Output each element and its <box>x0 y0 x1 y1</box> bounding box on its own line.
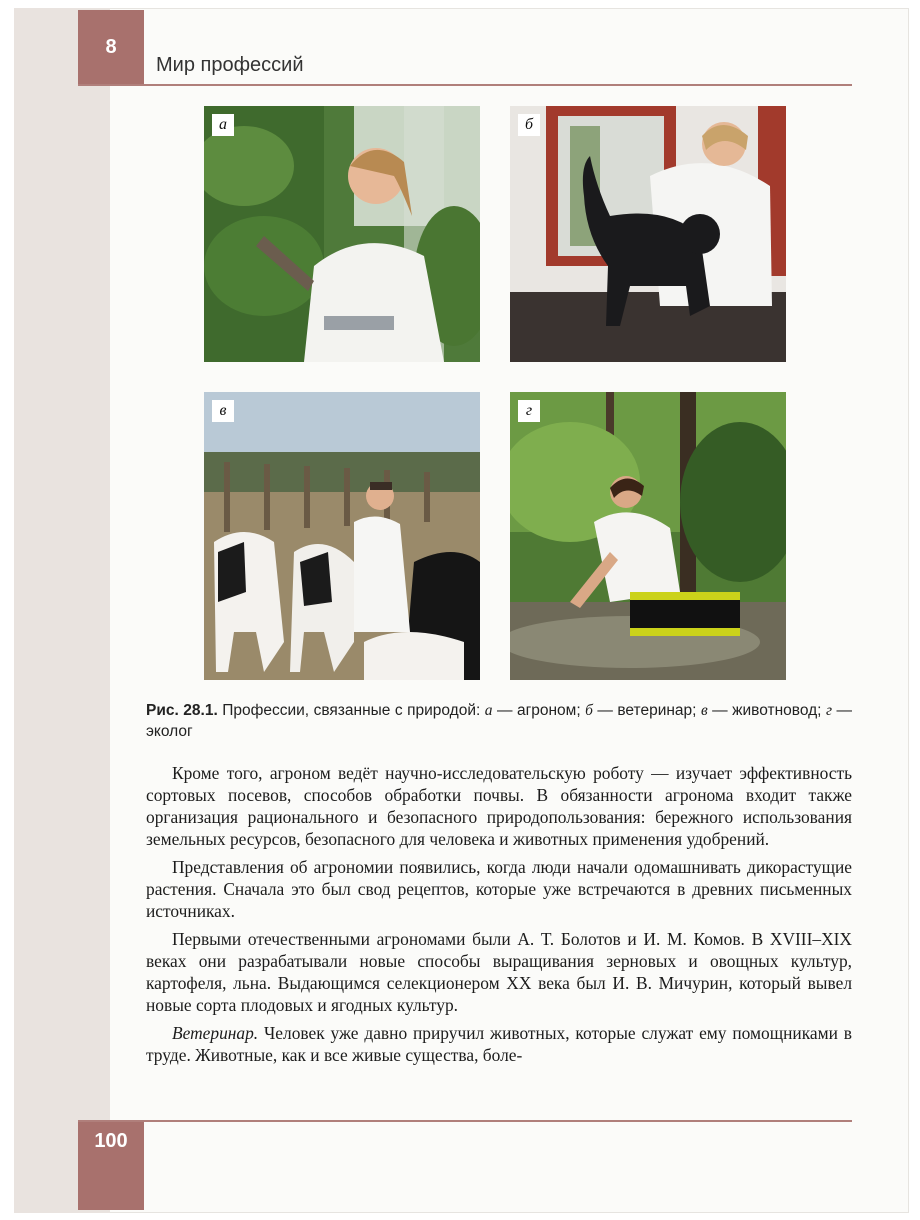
header-divider <box>78 84 852 86</box>
caption-text-g: — эколог <box>146 702 853 740</box>
photo-livestock-breeder <box>204 392 480 680</box>
photo-agronomist <box>204 106 480 362</box>
page-number: 100 <box>78 1122 144 1210</box>
caption-text-b: — ветеринар; <box>592 702 701 719</box>
margin-band <box>14 8 110 1213</box>
caption-text-a: — агроном; <box>492 702 586 719</box>
photo-letter-v: в <box>212 400 234 422</box>
figure-caption <box>146 700 852 742</box>
photo-letter-a: а <box>212 114 234 136</box>
caption-letter-g: г <box>825 702 833 719</box>
main-text <box>146 762 852 1072</box>
caption-label: Рис. 28.1. <box>146 702 218 719</box>
paragraph-2: Представления об агрономии появились, когда люди начали одомашнивать дикорастущие растения. Сначала это был свод рецептов, которые уже встречаются в древних письменных источниках. <box>146 857 852 921</box>
caption-intro: Профессии, связанные с природой: <box>217 702 485 719</box>
caption-letter-a: а <box>484 702 493 719</box>
footer-divider <box>78 1120 852 1122</box>
paragraph-4-text: Человек уже давно приручил животных, которые служат ему помощниками в труде. Животные, как и все живые существа, боле- <box>146 1023 852 1065</box>
photo-veterinarian <box>510 106 786 362</box>
photo-letter-g: г <box>518 400 540 422</box>
paragraph-4 <box>146 1022 852 1066</box>
photo-letter-b: б <box>518 114 540 136</box>
photo-ecologist <box>510 392 786 680</box>
paragraph-1: Кроме того, агроном ведёт научно-исследовательскую роботу — изучает эффективность сортовых посевов, способов обработки почвы. В обязанности агронома входит также организация рационального и безопасного природопользования: бережного использования земельных ресурсов, безопасного для человека и животных применения удобрений. <box>146 763 852 849</box>
term-veterinarian: Ветеринар. <box>172 1023 259 1043</box>
chapter-number: 8 <box>78 10 144 84</box>
caption-letter-v: в <box>700 702 708 719</box>
chapter-title: Мир профессий <box>156 54 304 76</box>
paragraph-3: Первыми отечественными агрономами были А. Т. Болотов и И. М. Комов. В XVIII–XIX веках они разрабатывали новые способы выращивания зерновых и овощных культур, картофеля, льна. Выдающимся селекционером XX века был И. В. Мичурин, который вывел новые сорта плодовых и ягодных культур. <box>146 929 852 1015</box>
caption-text-v: — животновод; <box>707 702 826 719</box>
caption-letter-b: б <box>585 702 593 719</box>
